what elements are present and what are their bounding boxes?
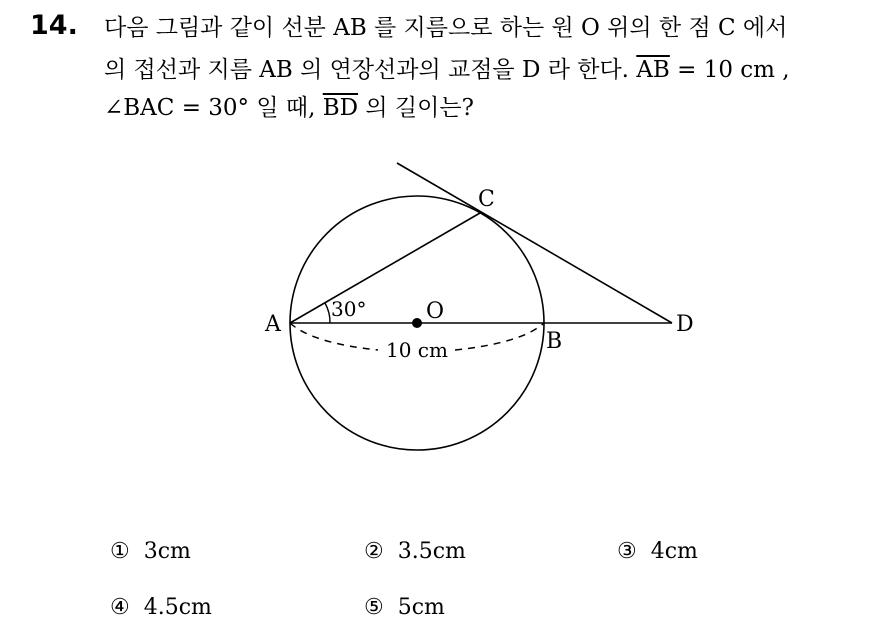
label-a: A [265, 312, 281, 337]
choice-2-text: 3.5cm [397, 539, 466, 564]
choice-4[interactable] [110, 595, 212, 620]
label-d: D [676, 312, 694, 337]
choice-1[interactable] [110, 539, 191, 564]
question-line-1: 다음 그림과 같이 선분 AB 를 지름으로 하는 원 O 위의 한 점 C 에서 [104, 15, 788, 41]
angle-arc [325, 303, 330, 323]
diameter-label: 10 cm [386, 338, 448, 362]
chord-ac [290, 213, 480, 323]
choice-4-mark: ④ [110, 595, 130, 620]
choice-2[interactable] [364, 539, 466, 564]
choice-3-mark: ③ [617, 539, 637, 564]
question-line-3-suffix: 의 길이는? [365, 95, 474, 121]
angle-label: 30° [331, 297, 367, 321]
choice-5[interactable] [364, 595, 445, 620]
segment-bd: $\overline{BD}$ [322, 95, 359, 121]
question-number: 14. [30, 10, 78, 41]
choice-1-text: 3cm [143, 539, 191, 564]
diameter-dashed-arc-right [455, 323, 544, 350]
label-b: B [546, 329, 563, 354]
choice-5-mark: ⑤ [364, 595, 384, 620]
question-line-3-prefix: ∠BAC = 30° 일 때, [104, 95, 316, 121]
segment-ab: $\overline{AB}$ [636, 57, 670, 83]
label-c: C [478, 187, 495, 212]
choice-1-mark: ① [110, 539, 130, 564]
choice-2-mark: ② [364, 539, 384, 564]
center-point [412, 318, 422, 328]
label-o: O [426, 299, 445, 324]
choice-5-text: 5cm [397, 595, 445, 620]
choice-4-text: 4.5cm [143, 595, 212, 620]
choice-3[interactable] [617, 539, 698, 564]
question-line-2-suffix: = 10 cm , [677, 57, 790, 83]
choice-3-text: 4cm [650, 539, 698, 564]
question-line-2-prefix: 의 접선과 지름 AB 의 연장선과의 교점을 D 라 한다. [104, 57, 629, 83]
diameter-dashed-arc-left [290, 323, 378, 350]
